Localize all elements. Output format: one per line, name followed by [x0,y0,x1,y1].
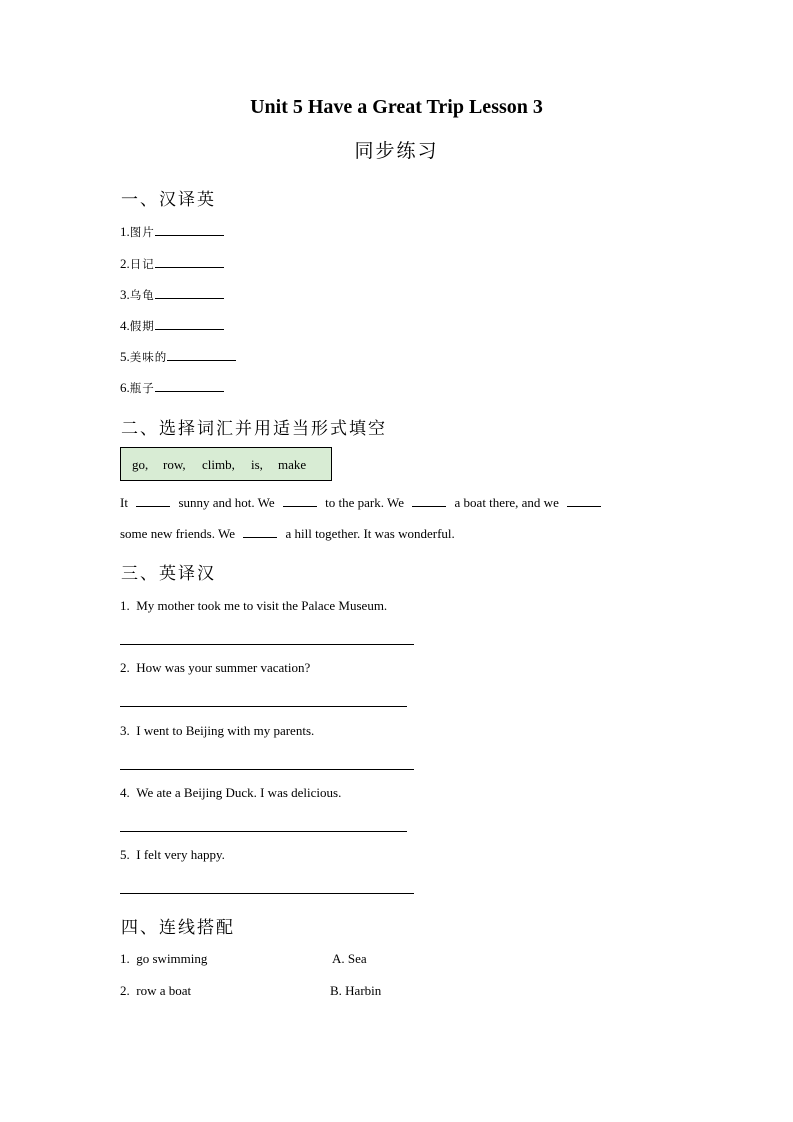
vocab-item [120,379,224,396]
fill-in-line-2 [120,525,455,542]
vocab-number: 2. [120,256,130,271]
answer-blank[interactable] [155,317,224,330]
passage-text: some new friends. We [120,526,235,541]
vocab-chinese: 日记 [129,257,155,271]
match-left-item[interactable] [120,983,191,999]
answer-blank[interactable] [136,494,170,507]
match-right-item[interactable]: A. Sea [332,951,367,966]
translation-item [120,847,225,863]
sentence-text: I went to Beijing with my parents. [136,723,315,738]
vocab-item [120,317,224,334]
section-2-heading: 二、选择词汇并用适当形式填空 [121,419,387,439]
vocab-chinese: 美味的 [129,350,168,364]
item-number: 1. [120,951,130,966]
section-3-heading: 三、英译汉 [121,564,216,584]
passage-text: It [120,495,128,510]
word-bank-word: climb, [202,457,235,472]
vocab-number: 1. [120,224,130,239]
answer-blank[interactable] [155,379,224,392]
word-bank-word: go, [132,457,149,472]
translation-item [120,723,314,739]
vocab-number: 6. [120,380,130,395]
answer-line[interactable] [120,644,414,645]
word-bank-word: row, [163,457,186,472]
answer-blank[interactable] [283,494,317,507]
vocab-item [120,223,224,240]
match-right-item[interactable]: B. Harbin [330,983,382,998]
match-phrase: go swimming [136,951,208,966]
passage-text: a hill together. It was wonderful. [285,526,455,541]
sentence-text: My mother took me to visit the Palace Museum. [136,598,388,613]
vocab-chinese: 图片 [129,225,155,239]
item-number: 2. [120,983,130,998]
answer-blank[interactable] [155,286,224,299]
translation-item [120,785,341,801]
sentence-text: I felt very happy. [136,847,225,862]
item-number: 1. [120,598,130,613]
answer-blank[interactable] [167,348,236,361]
word-bank-box [120,447,332,481]
answer-line[interactable] [120,769,414,770]
vocab-number: 4. [120,318,130,333]
answer-blank[interactable] [567,494,601,507]
page-title: Unit 5 Have a Great Trip Lesson 3 [250,96,543,118]
answer-line[interactable] [120,893,414,894]
vocab-chinese: 假期 [129,319,155,333]
passage-text: a boat there, and we [454,495,559,510]
section-1-heading: 一、汉译英 [121,190,216,210]
vocab-item [120,286,224,303]
answer-line[interactable] [120,831,407,832]
passage-text: to the park. We [325,495,405,510]
word-bank-word: is, [251,457,263,472]
answer-blank[interactable] [412,494,446,507]
page-subtitle: 同步练习 [354,140,439,162]
passage-text: sunny and hot. We [178,495,275,510]
translation-item [120,660,310,676]
match-phrase: row a boat [136,983,192,998]
translation-item [120,598,387,614]
answer-blank[interactable] [155,223,224,236]
sentence-text: We ate a Beijing Duck. I was delicious. [136,785,342,800]
item-number: 4. [120,785,130,800]
answer-blank[interactable] [243,525,277,538]
vocab-number: 3. [120,287,130,302]
item-number: 2. [120,660,130,675]
item-number: 3. [120,723,130,738]
item-number: 5. [120,847,130,862]
vocab-chinese: 乌龟 [129,288,155,302]
vocab-chinese: 瓶子 [129,381,155,395]
section-4-heading: 四、连线搭配 [121,918,235,938]
vocab-number: 5. [120,349,130,364]
vocab-item [120,348,236,365]
sentence-text: How was your summer vacation? [136,660,311,675]
answer-line[interactable] [120,706,407,707]
answer-blank[interactable] [155,255,224,268]
word-bank-word: make [278,457,307,472]
fill-in-line-1 [120,494,601,511]
match-left-item[interactable] [120,951,207,967]
vocab-item [120,255,224,272]
